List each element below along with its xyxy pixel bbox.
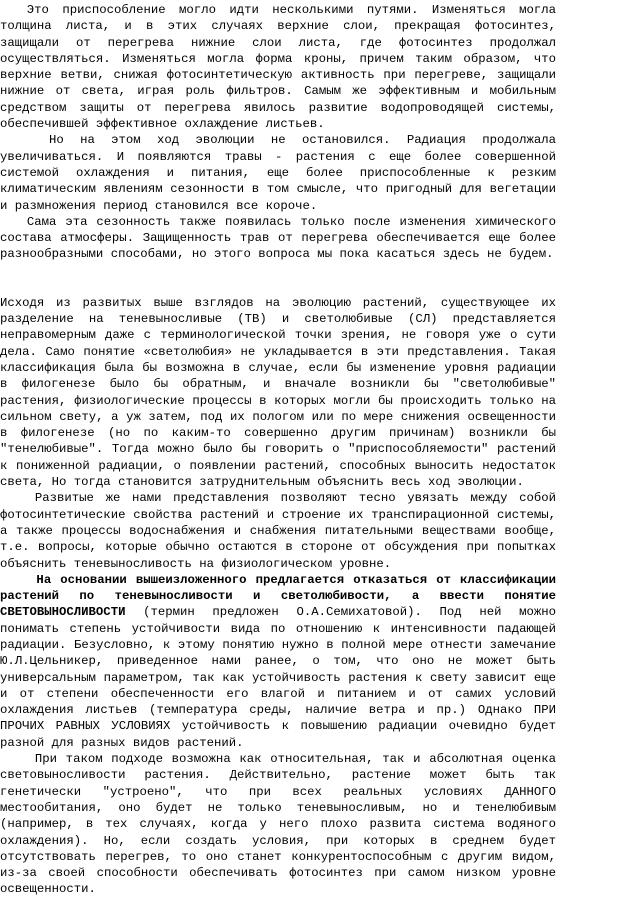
- paragraph-adaptation-paths: [0, 2, 556, 132]
- paragraph-light-tolerance-proposal: [0, 572, 556, 751]
- paragraph-grasses: [0, 132, 556, 213]
- paragraph-classification-critique: [0, 295, 556, 491]
- paragraph-transpiration-link: [0, 490, 556, 571]
- paragraph-text: Это приспособление могло идти несколькими путями. Изменяться могла толщина листа, и в этих случаях верхние слои, прекращая фотосинтез, защищали от перегрева нижние слои листа, где фотосинтез продолжал осуществляться. Изменяться могла форма кроны, причем таким образом, что верхние ветви, снижая фотосинтетическую активность при перегреве, защищали нижние от света, играя роль фильтров. Самым же эффективным и мобильным средством защиты от перегрева явилось развитие водопроводящей системы, обеспечившей эффективное охлаждение листьев.: [0, 3, 556, 132]
- paragraph-text: Но на этом ход эволюции не остановился. Радиация продолжала увеличиваться. И появляются травы - растения с еще более совершенной системой охлаждения и питания, еще более приспособленные к резким климатическим явлениям сезонности в том смысле, что пригодный для вегетации и размножения период становился все короче.: [0, 133, 556, 213]
- emphasized-proposal: На основании вышеизложенного предлагается отказаться от классификации растений по теневыносливости и светолюбивости, а ввести понятие СВЕТОВЫНОСЛИВОСТИ: [0, 572, 556, 620]
- paragraph-text: Исходя из развитых выше взглядов на эволюцию растений, существующее их разделение на теневыносливые (ТВ) и светолюбивые (СЛ) представляется неправомерным даже с терминологической точки зрения, не говоря уже о сути дела. Само понятие «светолюбия» не укладывается в эти представления. Такая классификация была бы возможна в случае, если бы изменение уровня радиации в филогенезе было бы обратным, и вначале возникли бы "светолюбивые" растения, физиологические процессы в которых могли бы происходить только на сильном свету, а уж затем, под их пологом или по мере снижения освещенности в филогенезе (но по каким-то совершенно другим причинам) возникли бы "тенелюбивые". Тогда можно было бы говорить о "приспособляемости" растений к пониженной радиации, о появлении растений, способных выносить недостаток света, Но тогда становится затруднительным объяснить весь ход эволюции.: [0, 295, 556, 490]
- paragraph-text: (термин предложен О.А.Семихатовой). Под ней можно понимать степень устойчивости вида по отношению к интенсивности падающей радиации. Безусловно, к этому понятию нужно в полной мере отнести замечание Ю.Л.Цельникер, приведенное нами ранее, о том, что оно не может быть универсальным параметром, так как устойчивость растения к свету зависит еще и от степени обеспеченности его влагой и питанием и от самих условий охлаждения листьев (температура среды, наличие ветра и пр.) Однако ПРИ ПРОЧИХ РАВНЫХ УСЛОВИЯХ устойчивость к повышению радиации очевидно будет разной для разных видов растений.: [0, 605, 556, 750]
- paragraph-text: При таком подходе возможна как относительная, так и абсолютная оценка световыносливости растения. Действительно, растение может быть так генетически "устроено", что при всех реальных условиях ДАННОГО местообитания, оно будет не только теневыносливым, но и тенелюбивым (например, в тех случаях, когда у него плохо развита система водяного охлаждения). Но, если создать условия, при которых в среднем будет отсутствовать перегрев, то оно станет конкурентоспособным с другим видом, из-за своей способности обеспечивать фотосинтез при самом низком уровне освещенности.: [0, 752, 556, 897]
- paragraph-seasonality: [0, 214, 556, 263]
- paragraph-text: Развитые же нами представления позволяют тесно увязать между собой фотосинтетические свойства растений и строение их транспирационной системы, а также процессы водоснабжения и снабжения питательными веществами вообще, т.е. вопросы, которые обычно остаются в стороне от обсуждения при попытках объяснить теневыносливость на физиологическом уровне.: [0, 491, 556, 571]
- paragraph-relative-absolute-assessment: [0, 751, 556, 898]
- paragraph-text: Сама эта сезонность также появилась только после изменения химического состава атмосферы. Защищенность трав от перегрева обеспечивается еще более разнообразными способами, но этого вопроса мы пока касаться здесь не будем.: [0, 214, 556, 262]
